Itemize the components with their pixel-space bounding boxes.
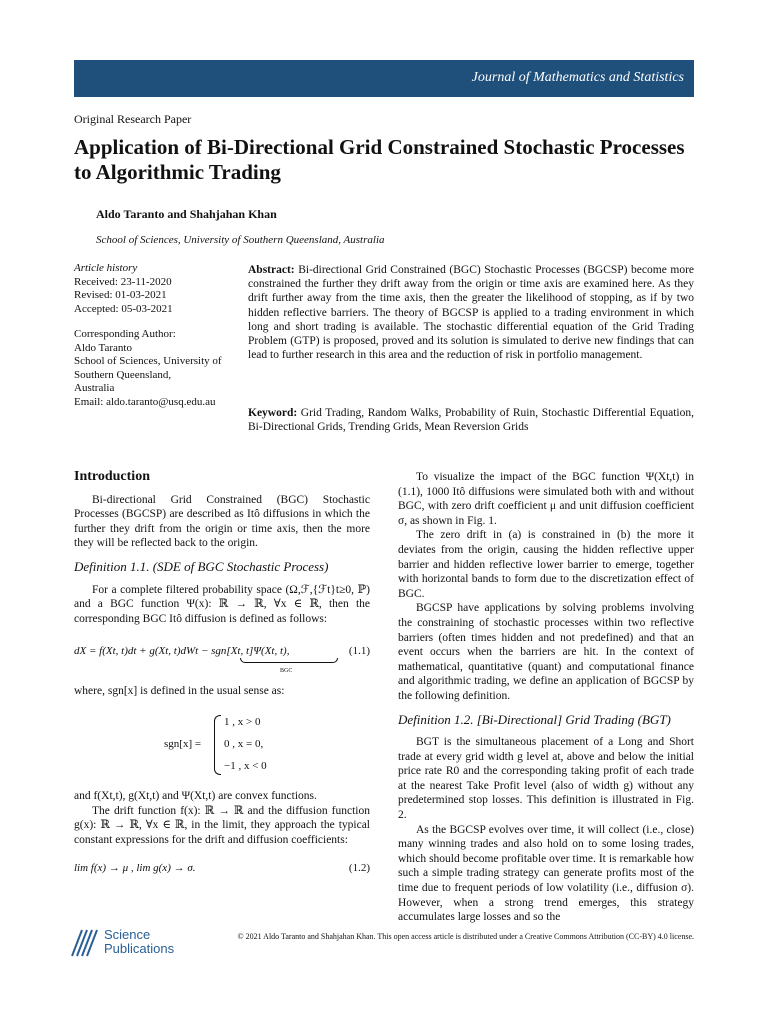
right-paragraph: BGT is the simultaneous placement of a Long and Short trade at every grid width g level at, above and below the initial price rate R0 and the corresponding taking profit of each trade at the nearest Take Profit level (also of width g) without any predetermined stop losses. This definition is illustrated in Fig. 2. <box>398 736 694 822</box>
journal-title: Journal of Mathematics and Statistics <box>471 70 684 85</box>
sgn-case: −1 , x < 0 <box>224 759 267 772</box>
equation-1-2 <box>74 857 370 887</box>
revised-date: Revised: 01-03-2021 <box>74 289 167 301</box>
equation-1-1-body: dX = f(Xt, t)dt + g(Xt, t)dWt − sgn[Xt, t]Ψ(Xt, t), <box>74 645 290 658</box>
right-column <box>398 470 694 925</box>
equation-1-1-label: BGC <box>280 668 293 675</box>
article-history <box>74 262 234 409</box>
logo-line-2: Publications <box>104 941 175 956</box>
sgn-case: 1 , x > 0 <box>224 715 261 728</box>
sgn-case: 0 , x = 0, <box>224 737 264 750</box>
equation-1-2-body: lim f(x) → μ , lim g(x) → σ. <box>74 862 196 875</box>
sgn-intro: where, sgn[x] is defined in the usual sense as: <box>74 685 285 698</box>
left-column <box>74 470 370 887</box>
history-label: Article history <box>74 262 138 274</box>
license-notice: © 2021 Aldo Taranto and Shahjahan Khan. This open access article is distributed under a Creative Commons Attribution (CC-BY) 4.0 license. <box>237 932 694 941</box>
right-paragraph: To visualize the impact of the BGC function Ψ(Xt,t) in (1.1), 1000 Itô diffusions were simulated both with and without BGC, with zero drift coefficient μ and unit diffusion coefficient σ, as shown in Fig. 1. <box>398 471 694 527</box>
intro-paragraph: Bi-directional Grid Constrained (BGC) Stochastic Processes (BGCSP) are described as Itô diffusions in which the further they drift from the origin or time axis, then the more they will be reflected back to the origin. <box>74 493 370 550</box>
corresponding-country: Australia <box>74 382 115 394</box>
accepted-date: Accepted: 05-03-2021 <box>74 302 173 315</box>
corresponding-name: Aldo Taranto <box>74 341 132 354</box>
journal-header-bar <box>74 60 694 97</box>
corresponding-email[interactable]: Email: aldo.taranto@usq.edu.au <box>74 395 216 408</box>
abstract <box>248 263 694 362</box>
equation-1-2-number: (1.2) <box>348 862 370 875</box>
equation-1-1-number: (1.1) <box>348 645 370 658</box>
affiliation: School of Sciences, University of Southern Queensland, Australia <box>96 234 385 246</box>
logo-line-1: Science <box>104 927 151 942</box>
right-paragraph: As the BGCSP evolves over time, it will collect (i.e., close) many winning trades and also hold on to some losing trades, which should become profitable over time. It is remarkable how such a simple trading strategy can generate profits most of the time due to frequent periods of low volatility (i.e., diffusion σ). However, when a strong trend emerges, this strategy accumulates large losses and so the <box>398 823 694 924</box>
definition-1-2-heading: Definition 1.2. [Bi-Directional] Grid Trading (BGT) <box>398 711 671 727</box>
definition-1-1-text: For a complete filtered probability space (Ω,ℱ,{ℱt}t≥0, ℙ) and a BGC function Ψ(x): ℝ → ℝ, ∀x ∈ ℝ, then the corresponding BGC Itô diffusion is defined as follows: <box>74 583 370 625</box>
equation-underbrace <box>240 658 338 663</box>
equation-1-1 <box>74 638 370 675</box>
corresponding-label: Corresponding Author: <box>74 328 176 340</box>
science-publications-logo <box>70 926 190 962</box>
right-paragraph: BGCSP have applications by solving problems involving the constraining of stochastic processes within two reflective barriers (often times hidden and not predefined) and that an event occurs when the barriers are hit. In the context of mathematical, quantitative (quant) and computational finance and algorithmic trading, we define an application of BGCSP by the following definition. <box>398 602 694 702</box>
definition-1-1-heading: Definition 1.1. (SDE of BGC Stochastic Process) <box>74 558 329 574</box>
drift-text: The drift function f(x): ℝ → ℝ and the diffusion function g(x): ℝ → ℝ, ∀x ∈ ℝ, in the limit, they approach the typical constant expressions for the drift and diffusion coefficients: <box>74 804 370 846</box>
section-heading-introduction: Introduction <box>74 469 150 484</box>
abstract-text: Bi-directional Grid Constrained (BGC) Stochastic Processes (BGCSP) become more constrained the further they drift away from the origin or time axis are examined here. As they drift further away from the time axis, then the greater the likelihood of stopping, as if by two hidden reflective barriers. The theory of BGCSP is applied to a trading environment in which long and short trading is available. The stochastic differential equation of the Grid Trading Problem (GTP) is proposed, proved and its solution is simulated to derive new findings that can lead to further research in this area and the reduction of risk in portfolio management. <box>248 264 695 362</box>
corresponding-dept: School of Sciences, University of Southern Queensland, <box>74 355 222 381</box>
keywords-text: Grid Trading, Random Walks, Probability of Ruin, Stochastic Differential Equation, Bi-Directional Grids, Trending Grids, Mean Reversion Grids <box>248 407 694 434</box>
sgn-brace <box>214 715 221 775</box>
paper-title: Application of Bi-Directional Grid Constrained Stochastic Processes to Algorithmic Trading <box>74 135 685 184</box>
authors: Aldo Taranto and Shahjahan Khan <box>96 207 277 221</box>
paper-type: Original Research Paper <box>74 112 192 126</box>
keywords-label: Keyword: <box>248 407 298 419</box>
received-date: Received: 23-11-2020 <box>74 275 172 288</box>
logo-mark-icon <box>70 928 98 958</box>
sgn-definition <box>74 713 370 779</box>
sgn-lhs: sgn[x] = <box>164 737 202 750</box>
convex-text: and f(Xt,t), g(Xt,t) and Ψ(Xt,t) are convex functions. <box>74 789 317 802</box>
right-paragraph: The zero drift in (a) is constrained in (b) the more it deviates from the origin, causing the hidden reflective upper barrier and hidden reflective lower barrier to emerge, together with horizontal bands to form due to the discretization effect of BGC. <box>398 529 694 600</box>
keywords <box>248 406 694 434</box>
abstract-label: Abstract: <box>248 264 295 276</box>
